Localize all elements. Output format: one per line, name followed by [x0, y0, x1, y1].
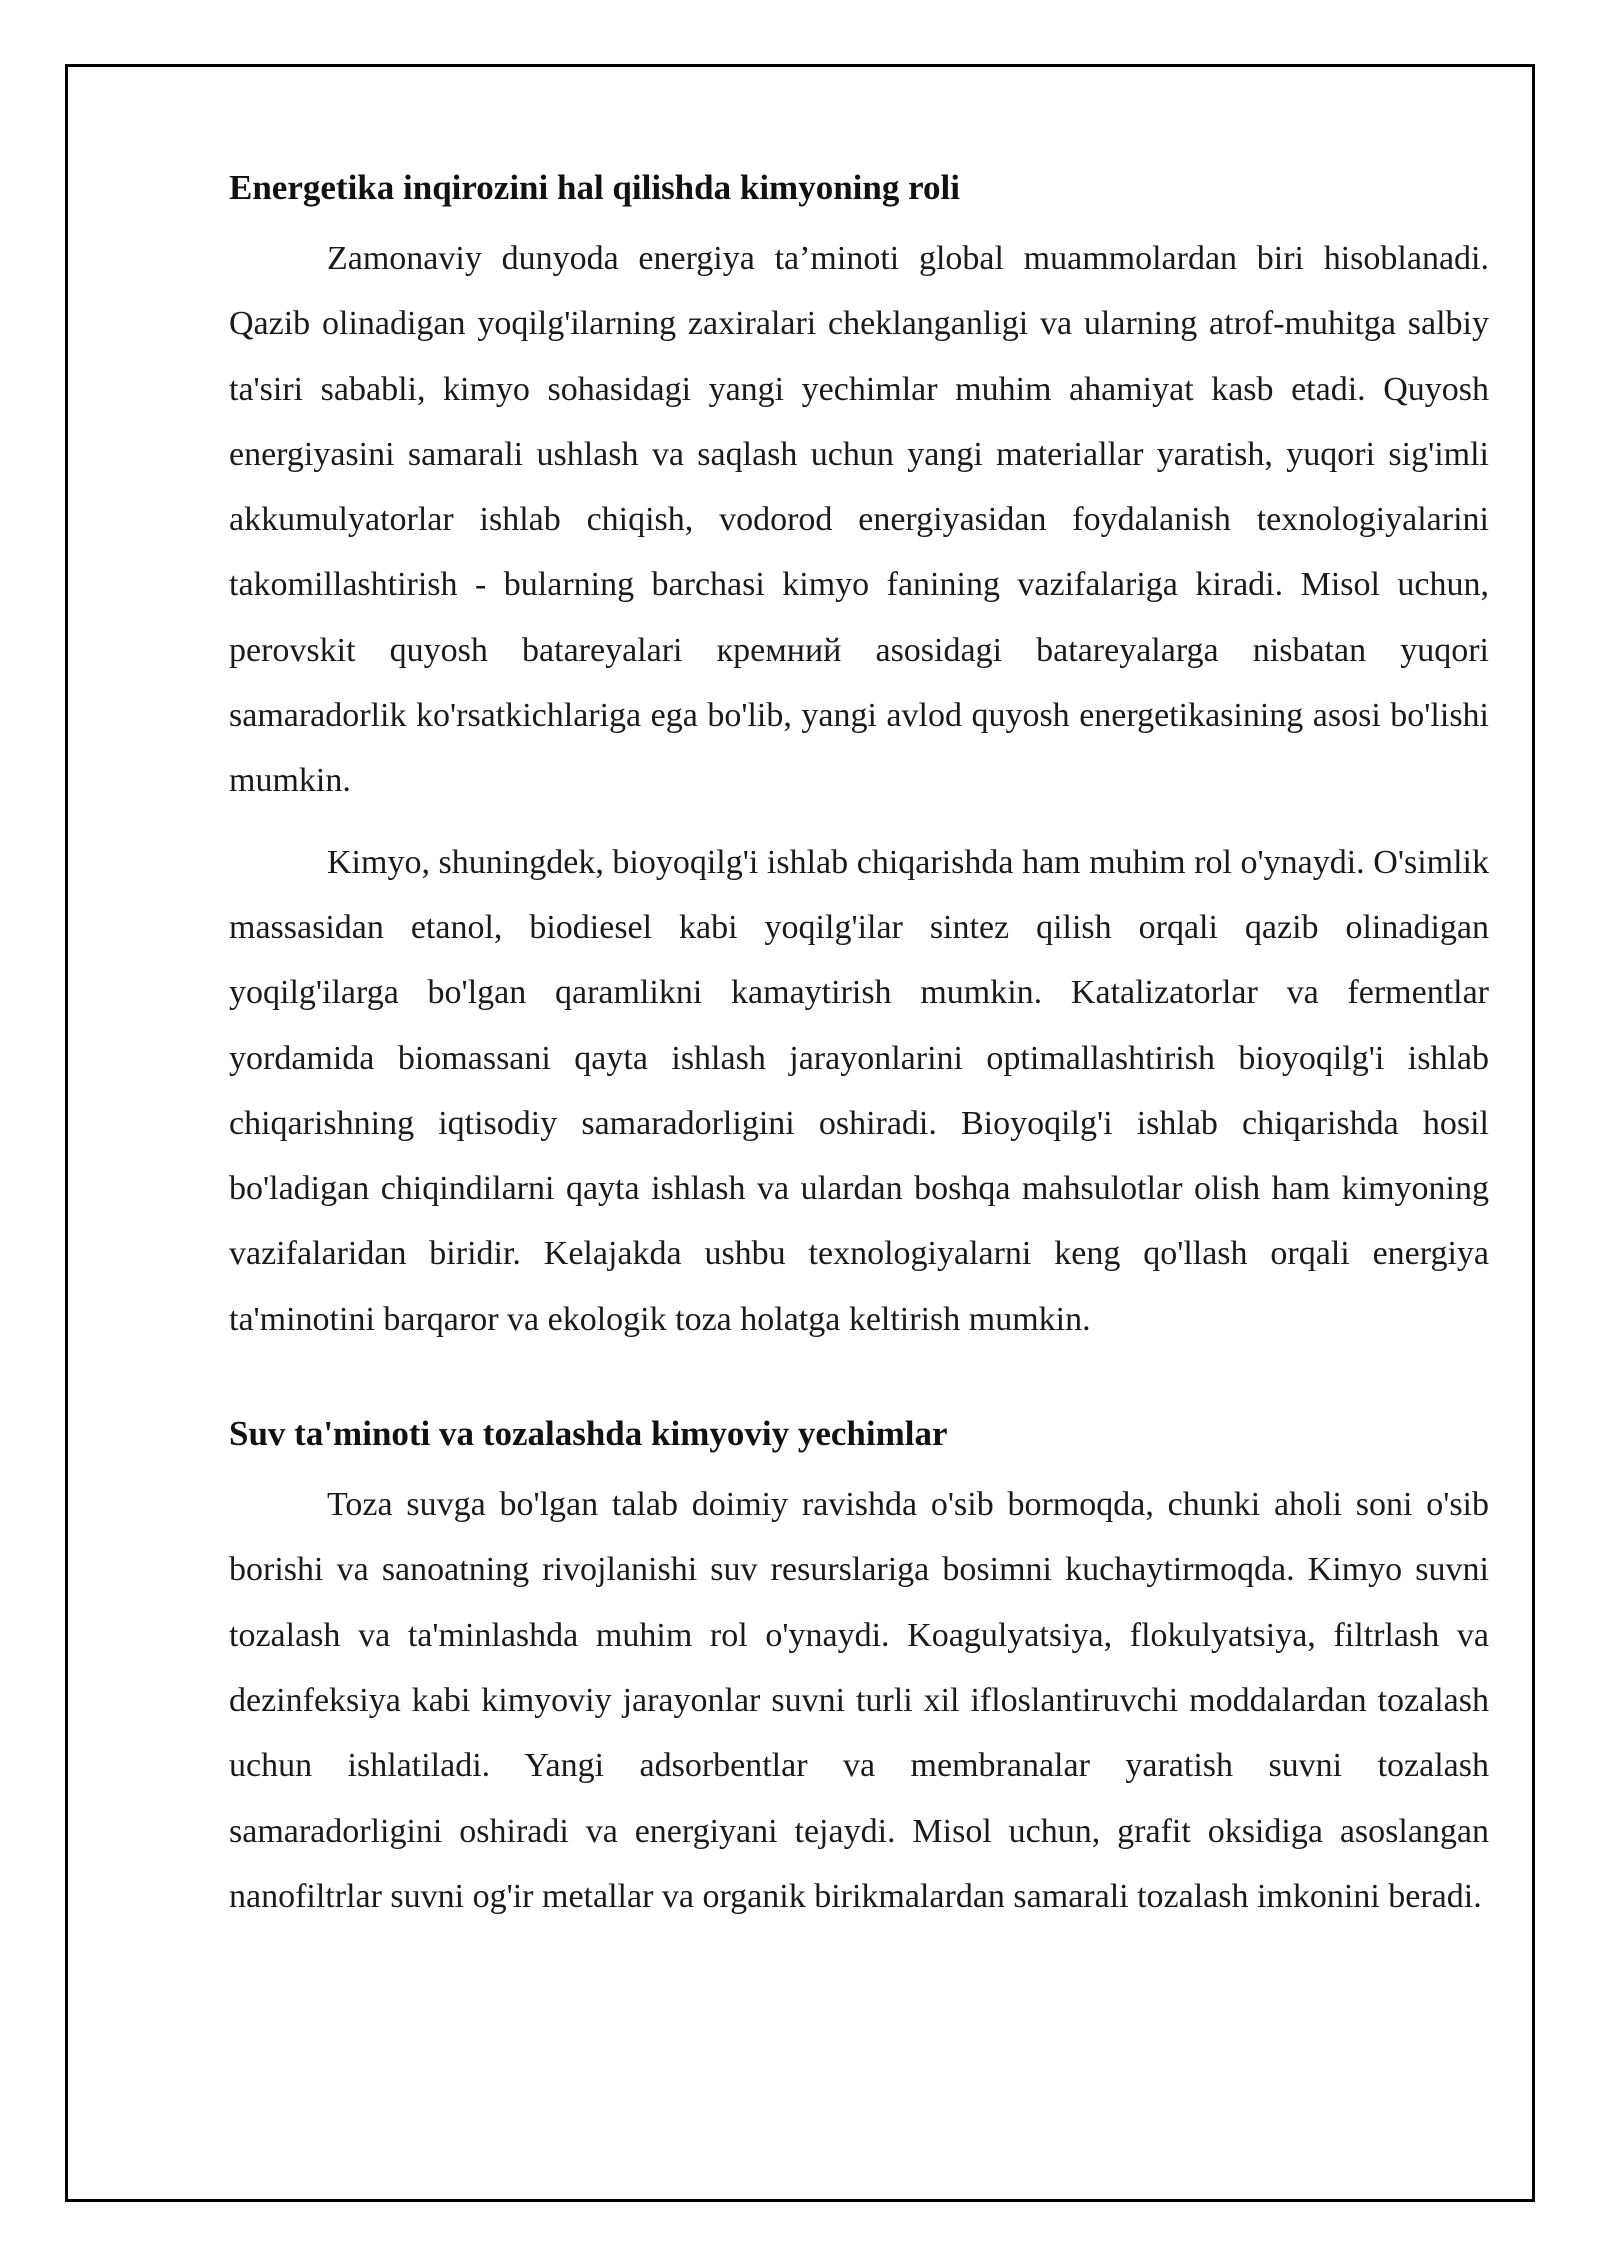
- paragraph-water-1: Toza suvga bo'lgan talab doimiy ravishda o'sib bormoqda, chunki aholi soni o'sib borishi va sanoatning rivojlanishi suv resurslariga bosimni kuchaytirmoqda. Kimyo suvni tozalash va ta'minlashda muhim rol o'ynaydi. Koagulyatsiya, flokulyatsiya, filtrlash va dezinfeksiya kabi kimyoviy jarayonlar suvni turli xil ifloslantiruvchi moddalardan tozalash uchun ishlatiladi. Yangi adsorbentlar va membranalar yaratish suvni tozalash samaradorligini oshiradi va energiyani tejaydi. Misol uchun, grafit oksidiga asoslangan nanofiltrlar suvni og'ir metallar va organik birikmalardan samarali tozalash imkonini beradi.: [229, 1486, 1489, 1915]
- paragraph-energy-2: Kimyo, shuningdek, bioyoqilg'i ishlab chiqarishda ham muhim rol o'ynaydi. O'simlik massasidan etanol, biodiesel kabi yoqilg'ilar sintez qilish orqali qazib olinadigan yoqilg'ilarga bo'lgan qaramlikni kamaytirish mumkin. Katalizatorlar va fermentlar yordamida biomassani qayta ishlash jarayonlarini optimallashtirish bioyoqilg'i ishlab chiqarishning iqtisodiy samaradorligini oshiradi. Bioyoqilg'i ishlab chiqarishda hosil bo'ladigan chiqindilarni qayta ishlash va ulardan boshqa mahsulotlar olish ham kimyoning vazifalaridan biridir. Kelajakda ushbu texnologiyalarni keng qo'llash orqali energiya ta'minotini barqaror va ekologik toza holatga keltirish mumkin.: [229, 843, 1489, 1338]
- section-heading-water: Suv ta'minoti va tozalashda kimyoviy yechimlar: [229, 1414, 948, 1454]
- section-heading-energy: Energetika inqirozini hal qilishda kimyoning roli: [229, 168, 960, 207]
- document-body: [229, 168, 1489, 1945]
- paragraph-energy-1: Zamonaviy dunyoda energiya ta’minoti global muammolardan biri hisoblanadi. Qazib olinadigan yoqilg'ilarning zaxiralari cheklanganligi va ularning atrof-muhitga salbiy ta'siri sababli, kimyo sohasidagi yangi yechimlar muhim ahamiyat kasb etadi. Quyosh energiyasini samarali ushlash va saqlash uchun yangi materiallar yaratish, yuqori sig'imli akkumulyatorlar ishlab chiqish, vodorod energiyasidan foydalanish texnologiyalarini takomillashtirish - bularning barchasi kimyo fanining vazifalariga kiradi. Misol uchun, perovskit quyosh batareyalari кремний asosidagi batareyalarga nisbatan yuqori samaradorlik ko'rsatkichlariga ega bo'lib, yangi avlod quyosh energetikasining asosi bo'lishi mumkin.: [229, 240, 1489, 800]
